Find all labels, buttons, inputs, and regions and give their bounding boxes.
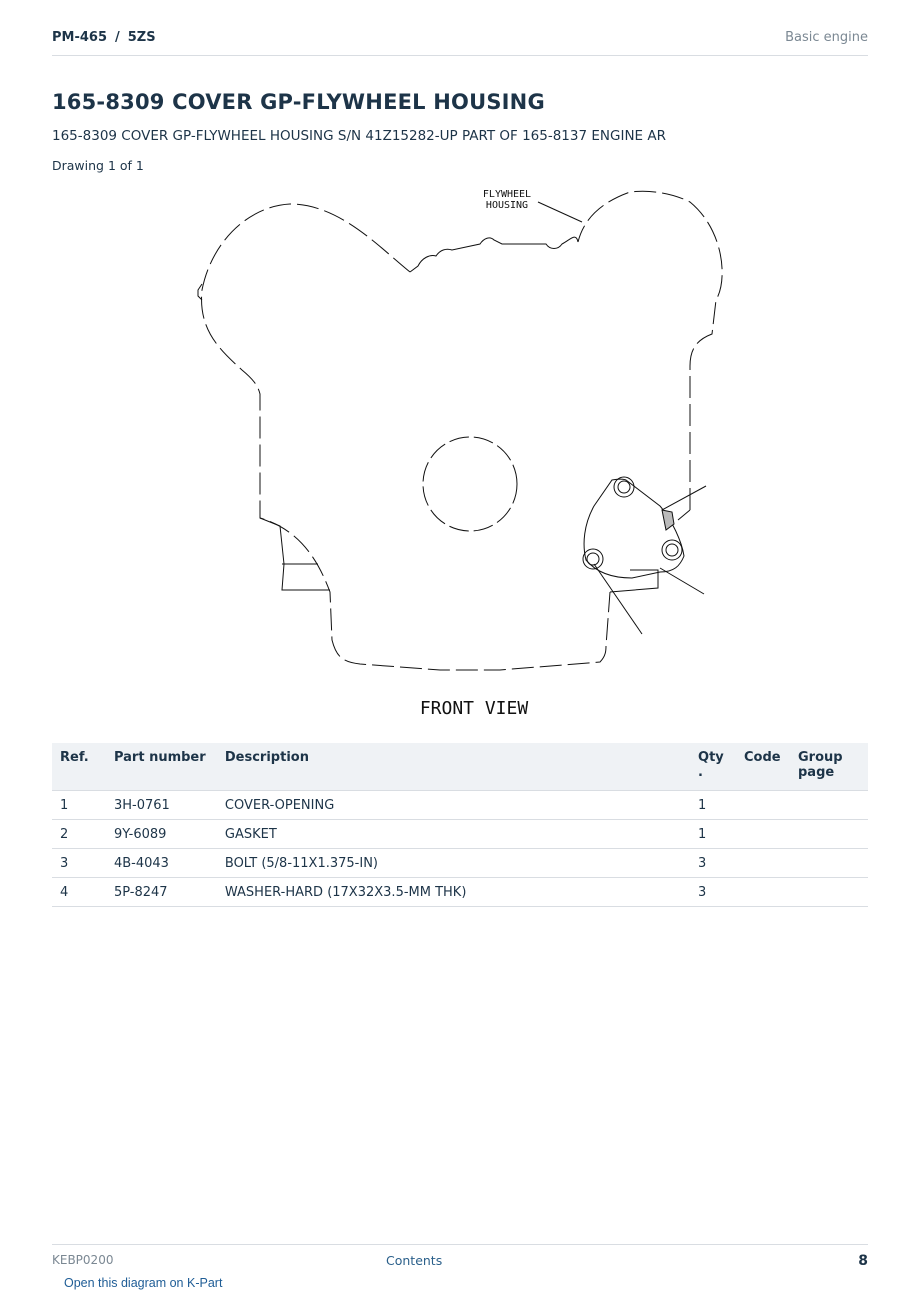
contents-link[interactable]: Contents <box>386 1253 443 1268</box>
page-number: 8 <box>858 1253 868 1269</box>
breadcrumb <box>52 30 156 45</box>
col-code: Code <box>736 743 790 791</box>
front-view-label: FRONT VIEW <box>419 698 529 719</box>
breadcrumb-separator: / <box>115 30 120 45</box>
row-part-number: 3H-0761 <box>106 791 217 820</box>
document-code: KEBP0200 <box>52 1253 114 1267</box>
row-ref: 4 <box>52 878 106 907</box>
row-description: WASHER-HARD (17X32X3.5-MM THK) <box>217 878 690 907</box>
row-code <box>736 820 790 849</box>
housing-outline <box>202 204 610 670</box>
row-code <box>736 791 790 820</box>
bolt-1 <box>614 477 634 497</box>
row-description: COVER-OPENING <box>217 791 690 820</box>
leader-2 <box>660 568 704 594</box>
row-code <box>736 878 790 907</box>
page-footer <box>52 1244 868 1275</box>
table-row <box>52 849 868 878</box>
kpart-link[interactable]: Open this diagram on K-Part <box>64 1276 223 1290</box>
col-qty: Qty . <box>690 743 736 791</box>
row-ref: 3 <box>52 849 106 878</box>
col-part-number: Part number <box>106 743 217 791</box>
table-header-row <box>52 743 868 791</box>
center-bore <box>423 437 517 531</box>
row-part-number: 9Y-6089 <box>106 820 217 849</box>
flywheel-label-line2: HOUSING <box>485 200 529 211</box>
row-qty: 3 <box>690 878 736 907</box>
page-subtitle: 165-8309 COVER GP-FLYWHEEL HOUSING S/N 41Z15282-UP PART OF 165-8137 ENGINE AR <box>52 128 666 144</box>
bolt-2 <box>662 540 682 560</box>
row-group-page <box>790 849 868 878</box>
table-row <box>52 791 868 820</box>
table-row <box>52 878 868 907</box>
row-description: GASKET <box>217 820 690 849</box>
section-label: Basic engine <box>785 30 868 45</box>
serial-prefix-label: 5ZS <box>127 30 156 45</box>
row-ref: 2 <box>52 820 106 849</box>
row-qty: 1 <box>690 791 736 820</box>
row-description: BOLT (5/8-11X1.375-IN) <box>217 849 690 878</box>
col-ref: Ref. <box>52 743 106 791</box>
row-group-page <box>790 878 868 907</box>
housing-top-edge <box>410 237 578 272</box>
page-header <box>52 28 868 56</box>
parts-diagram <box>150 180 770 730</box>
cover-opening <box>584 479 684 578</box>
row-part-number: 4B-4043 <box>106 849 217 878</box>
drawing-count: Drawing 1 of 1 <box>52 158 144 173</box>
leader-flywheel <box>538 202 582 222</box>
row-group-page <box>790 820 868 849</box>
washer-2 <box>666 544 678 556</box>
page-title: 165-8309 COVER GP-FLYWHEEL HOUSING <box>52 90 545 114</box>
col-description: Description <box>217 743 690 791</box>
row-ref: 1 <box>52 791 106 820</box>
row-qty: 1 <box>690 820 736 849</box>
table-row <box>52 820 868 849</box>
parts-table <box>52 743 868 907</box>
row-code <box>736 849 790 878</box>
housing-outline-right <box>578 191 722 510</box>
row-qty: 3 <box>690 849 736 878</box>
flywheel-label-line1: FLYWHEEL <box>482 189 532 200</box>
row-part-number: 5P-8247 <box>106 878 217 907</box>
row-group-page <box>790 791 868 820</box>
col-group-page: Group page <box>790 743 868 791</box>
leader-1 <box>662 486 706 510</box>
model-label: PM-465 <box>52 30 107 45</box>
gasket-hatch <box>662 510 674 530</box>
washer-1 <box>618 481 630 493</box>
leader-3 <box>594 564 642 634</box>
washer-3 <box>587 553 599 565</box>
